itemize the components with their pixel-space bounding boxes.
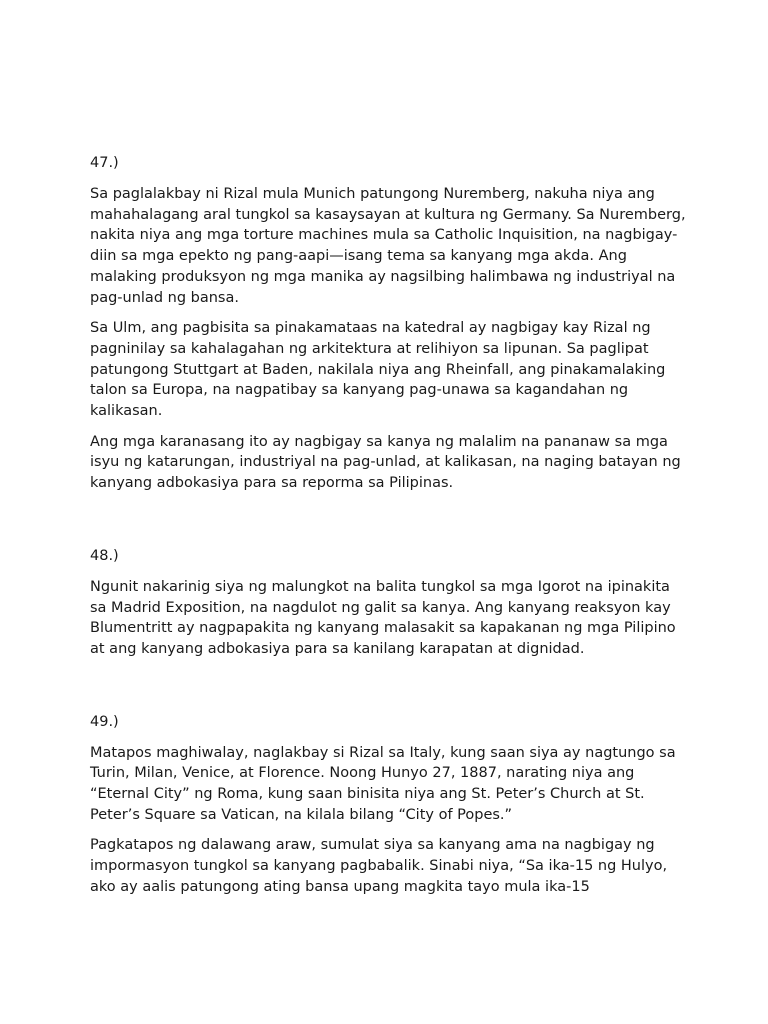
section-48 — [90, 546, 690, 660]
section-47 — [90, 153, 690, 494]
paragraph: Sa paglalakbay ni Rizal mula Munich patungong Nuremberg, nakuha niya ang mahahalagang aral tungkol sa kasaysayan at kultura ng Germany. Sa Nuremberg, nakita niya ang mga torture machines mula sa Catholic Inquisition, na nagbigay-diin sa mga epekto ng pang-aapi—isang tema sa kanyang mga akda. Ang malaking produksyon ng mga manika ay nagsilbing halimbawa ng industriyal na pag-unlad ng bansa. — [90, 186, 686, 306]
section-spacer — [90, 504, 690, 546]
paragraph: Matapos maghiwalay, naglakbay si Rizal sa Italy, kung saan siya ay nagtungo sa Turin, Milan, Venice, at Florence. Noong Hunyo 27, 1887, narating niya ang “Eternal City” ng Roma, kung saan binisita niya ang St. Peter’s Church at St. Peter’s Square sa Vatican, na kilala bilang “City of Popes.” — [90, 744, 676, 823]
paragraph: Sa Ulm, ang pagbisita sa pinakamataas na katedral ay nagbigay kay Rizal ng pagninilay sa kahalagahan ng arkitektura at relihiyon sa lipunan. Sa paglipat patungong Stuttgart at Baden, nakilala niya ang Rheinfall, ang pinakamalaking talon sa Europa, na nagpatibay sa kanyang pag-unawa sa kagandahan ng kalikasan. — [90, 320, 666, 420]
section-number: 48.) — [90, 547, 119, 564]
section-49 — [90, 712, 690, 898]
section-number: 49.) — [90, 713, 119, 730]
section-number: 47.) — [90, 155, 119, 171]
paragraph: Pagkatapos ng dalawang araw, sumulat siya sa kanyang ama na nagbigay ng impormasyon tungkol sa kanyang pagbabalik. Sinabi niya, “Sa ika-15 ng Hulyo, ako ay aalis patungong ating bansa upang magkita tayo mula ika-15 — [90, 837, 668, 895]
paragraph: Ngunit nakarinig siya ng malungkot na balita tungkol sa mga Igorot na ipinakita sa Madrid Exposition, na nagdulot ng galit sa kanya. Ang kanyang reaksyon kay Blumentritt ay nagpapakita ng kanyang malasakit sa kapakanan ng mga Pilipino at ang kanyang adbokasiya para sa kanilang karapatan at dignidad. — [90, 578, 676, 657]
document-page — [90, 153, 690, 908]
section-spacer — [90, 670, 690, 712]
paragraph: Ang mga karanasang ito ay nagbigay sa kanya ng malalim na pananaw sa mga isyu ng katarungan, industriyal na pag-unlad, at kalikasan, na naging batayan ng kanyang adbokasiya para sa reporma sa Pilipinas. — [90, 433, 681, 492]
